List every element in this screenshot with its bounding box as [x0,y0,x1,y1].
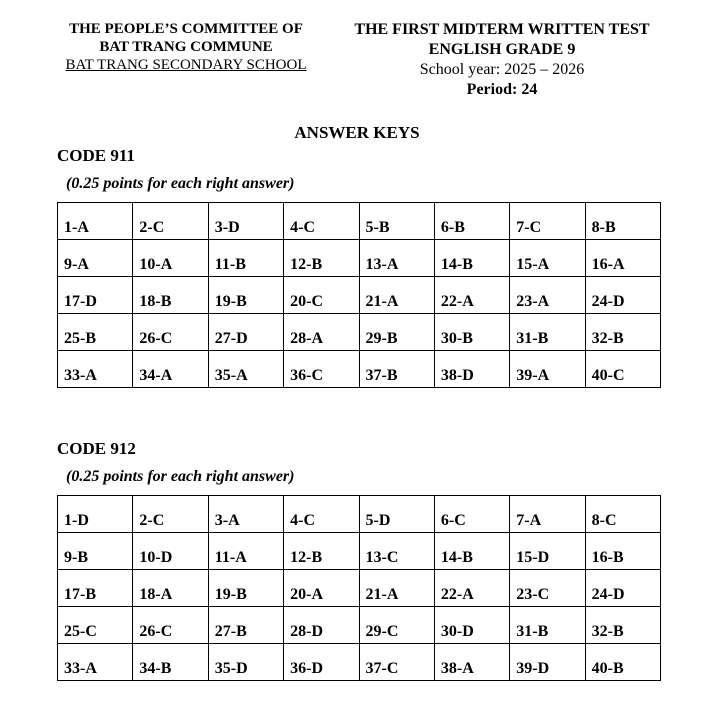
answer-cell: 23-A [510,277,585,314]
answer-cell: 37-C [359,644,434,681]
page-title: ANSWER KEYS [294,123,420,142]
answer-cell: 30-D [434,607,509,644]
answer-cell: 3-D [208,203,283,240]
table-row [58,277,661,314]
answer-cell: 18-B [133,277,208,314]
answer-cell: 4-C [284,496,359,533]
answer-cell: 3-A [208,496,283,533]
answer-cell: 40-B [585,644,660,681]
answer-cell: 39-A [510,351,585,388]
answer-cell: 26-C [133,314,208,351]
answer-cell: 25-B [58,314,133,351]
answer-cell: 14-B [434,533,509,570]
answer-cell: 7-C [510,203,585,240]
school-year: School year: 2025 – 2026 [419,61,585,78]
answer-cell: 16-A [585,240,660,277]
answer-cell: 33-A [58,351,133,388]
committee-header [40,20,332,74]
answer-cell: 27-D [208,314,283,351]
answer-cell: 36-C [284,351,359,388]
test-title: THE FIRST MIDTERM WRITTEN TEST [354,21,650,38]
table-row [58,607,661,644]
table-row [58,314,661,351]
answer-cell: 12-B [284,240,359,277]
answer-cell: 23-C [510,570,585,607]
answer-cell: 12-B [284,533,359,570]
answer-cell: 26-C [133,607,208,644]
committee-name: THE PEOPLE’S COMMITTEE OF [69,21,303,37]
answer-cell: 6-B [434,203,509,240]
commune-name: BAT TRANG COMMUNE [99,39,273,55]
answer-cell: 31-B [510,607,585,644]
answer-cell: 28-A [284,314,359,351]
answer-cell: 8-C [585,496,660,533]
answer-cell: 1-D [58,496,133,533]
answer-cell: 13-A [359,240,434,277]
answer-cell: 36-D [284,644,359,681]
table-row [58,240,661,277]
answer-cell: 14-B [434,240,509,277]
answer-cell: 39-D [510,644,585,681]
answer-cell: 19-B [208,570,283,607]
table-row [58,570,661,607]
answer-cell: 2-C [133,496,208,533]
test-subject: ENGLISH GRADE 9 [428,41,576,58]
answer-cell: 20-A [284,570,359,607]
code-label-912: CODE 912 [57,439,136,458]
answer-cell: 2-C [133,203,208,240]
points-note-911: (0.25 points for each right answer) [66,175,295,192]
answer-cell: 34-B [133,644,208,681]
answer-cell: 22-A [434,277,509,314]
answer-cell: 11-A [208,533,283,570]
points-note-912: (0.25 points for each right answer) [66,468,295,485]
answer-cell: 15-D [510,533,585,570]
answer-cell: 17-D [58,277,133,314]
answer-cell: 5-D [359,496,434,533]
table-row [58,203,661,240]
answer-cell: 29-B [359,314,434,351]
answer-cell: 9-B [58,533,133,570]
answer-cell: 7-A [510,496,585,533]
answer-cell: 5-B [359,203,434,240]
answer-cell: 29-C [359,607,434,644]
answer-cell: 25-C [58,607,133,644]
table-row [58,644,661,681]
answer-cell: 38-D [434,351,509,388]
answer-cell: 24-D [585,570,660,607]
answer-table-912 [57,495,661,681]
test-header [337,20,667,100]
answer-cell: 16-B [585,533,660,570]
answer-cell: 9-A [58,240,133,277]
school-name: BAT TRANG SECONDARY SCHOOL [65,57,307,73]
answer-cell: 4-C [284,203,359,240]
answer-cell: 32-B [585,607,660,644]
answer-table-911 [57,202,661,388]
answer-cell: 35-D [208,644,283,681]
answer-cell: 38-A [434,644,509,681]
answer-cell: 21-A [359,277,434,314]
answer-cell: 28-D [284,607,359,644]
table-row [58,496,661,533]
code-label-911: CODE 911 [57,146,135,165]
answer-cell: 20-C [284,277,359,314]
answer-cell: 40-C [585,351,660,388]
answer-cell: 19-B [208,277,283,314]
answer-cell: 34-A [133,351,208,388]
answer-cell: 33-A [58,644,133,681]
answer-cell: 13-C [359,533,434,570]
answer-cell: 11-B [208,240,283,277]
table-row [58,351,661,388]
answer-cell: 10-A [133,240,208,277]
answer-cell: 31-B [510,314,585,351]
answer-cell: 21-A [359,570,434,607]
answer-cell: 35-A [208,351,283,388]
answer-cell: 30-B [434,314,509,351]
answer-cell: 6-C [434,496,509,533]
answer-cell: 24-D [585,277,660,314]
answer-cell: 8-B [585,203,660,240]
answer-cell: 27-B [208,607,283,644]
answer-cell: 22-A [434,570,509,607]
answer-cell: 17-B [58,570,133,607]
answer-cell: 32-B [585,314,660,351]
answer-cell: 1-A [58,203,133,240]
table-row [58,533,661,570]
period: Period: 24 [466,81,538,98]
answer-cell: 15-A [510,240,585,277]
answer-cell: 18-A [133,570,208,607]
answer-cell: 37-B [359,351,434,388]
answer-cell: 10-D [133,533,208,570]
